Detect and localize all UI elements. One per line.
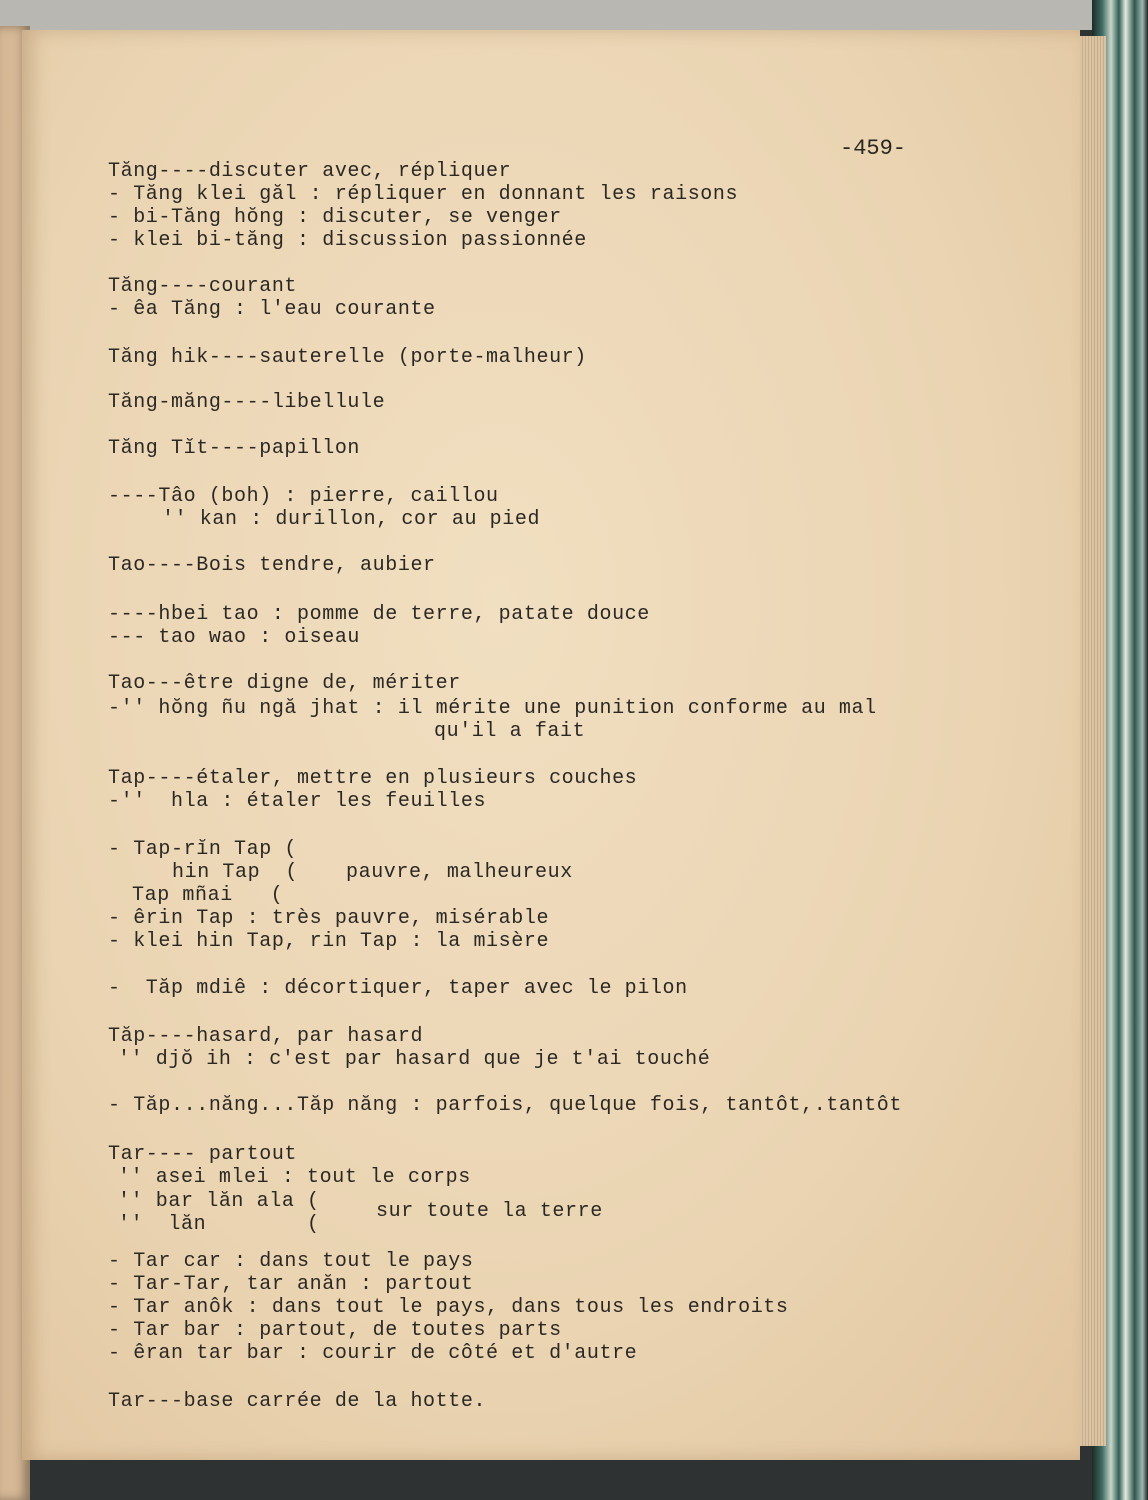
entry-line: -'' hŏng ñu ngă jhat : il mérite une punition conforme au mal bbox=[108, 697, 877, 720]
entry-gloss: pauvre, malheureux bbox=[346, 861, 573, 884]
entry-headword: ----hbei tao : pomme de terre, patate douce bbox=[108, 603, 650, 626]
entry-line: - klei bi-tăng : discussion passionnée bbox=[108, 229, 587, 252]
entry-line: - klei hin Tap, rin Tap : la misère bbox=[108, 930, 550, 953]
entry-headword: Tap----étaler, mettre en plusieurs couches bbox=[108, 767, 638, 790]
entry-line: - Tăp mdiê : décortiquer, taper avec le pilon bbox=[108, 977, 688, 1000]
entry-line: '' kan : durillon, cor au pied bbox=[162, 508, 541, 531]
entry-line: - êrin Tap : très pauvre, misérable bbox=[108, 907, 550, 930]
entry-line: -'' hla : étaler les feuilles bbox=[108, 790, 487, 813]
entry-line: '' lăn ( bbox=[118, 1213, 320, 1236]
entry-line: - Tar bar : partout, de toutes parts bbox=[108, 1319, 562, 1342]
entry-headword: Tăp----hasard, par hasard bbox=[108, 1025, 424, 1048]
entry-line: - êa Tăng : l'eau courante bbox=[108, 298, 436, 321]
entry-headword: Tao----Bois tendre, aubier bbox=[108, 554, 436, 577]
entry-headword: Tăng Tĭt----papillon bbox=[108, 437, 361, 460]
entry-line: - Tăng klei găl : répliquer en donnant les raisons bbox=[108, 183, 739, 206]
entry-line: - bi-Tăng hŏng : discuter, se venger bbox=[108, 206, 562, 229]
entry-headword: Tăng hik----sauterelle (porte-malheur) bbox=[108, 346, 587, 369]
entry-line: - Tăp...năng...Tăp năng : parfois, quelque fois, tantôt,.tantôt bbox=[108, 1094, 902, 1117]
entry-line: '' djŏ ih : c'est par hasard que je t'ai touché bbox=[118, 1048, 711, 1071]
entry-headword: Tăng----discuter avec, répliquer bbox=[108, 160, 512, 183]
entry-headword: Tar---base carrée de la hotte. bbox=[108, 1390, 487, 1413]
entry-line: - Tap-rĭn Tap ( bbox=[108, 838, 298, 861]
entry-line: hin Tap ( bbox=[172, 861, 299, 884]
entry-line: --- tao wao : oiseau bbox=[108, 626, 361, 649]
entry-headword: Tăng-măng----libellule bbox=[108, 391, 386, 414]
entry-line: - Tar-Tar, tar anăn : partout bbox=[108, 1273, 474, 1296]
entry-line: - êran tar bar : courir de côté et d'autre bbox=[108, 1342, 638, 1365]
entry-headword: Tar---- partout bbox=[108, 1143, 298, 1166]
entry-line: Tap mñai ( bbox=[132, 884, 284, 907]
entry-gloss: sur toute la terre bbox=[376, 1200, 603, 1223]
entry-headword: Tao---être digne de, mériter bbox=[108, 672, 461, 695]
entry-line: '' asei mlei : tout le corps bbox=[118, 1166, 471, 1189]
entry-line: - Tar anôk : dans tout le pays, dans tous les endroits bbox=[108, 1296, 789, 1319]
background-top bbox=[0, 0, 1148, 30]
entry-line: '' bar lăn ala ( bbox=[118, 1190, 320, 1213]
entry-headword: Tăng----courant bbox=[108, 275, 298, 298]
entry-headword: ----Tâo (boh) : pierre, caillou bbox=[108, 485, 499, 508]
entry-line: qu'il a fait bbox=[434, 720, 586, 743]
page-number: -459- bbox=[840, 136, 907, 161]
book-page bbox=[22, 30, 1080, 1460]
entry-line: - Tar car : dans tout le pays bbox=[108, 1250, 474, 1273]
